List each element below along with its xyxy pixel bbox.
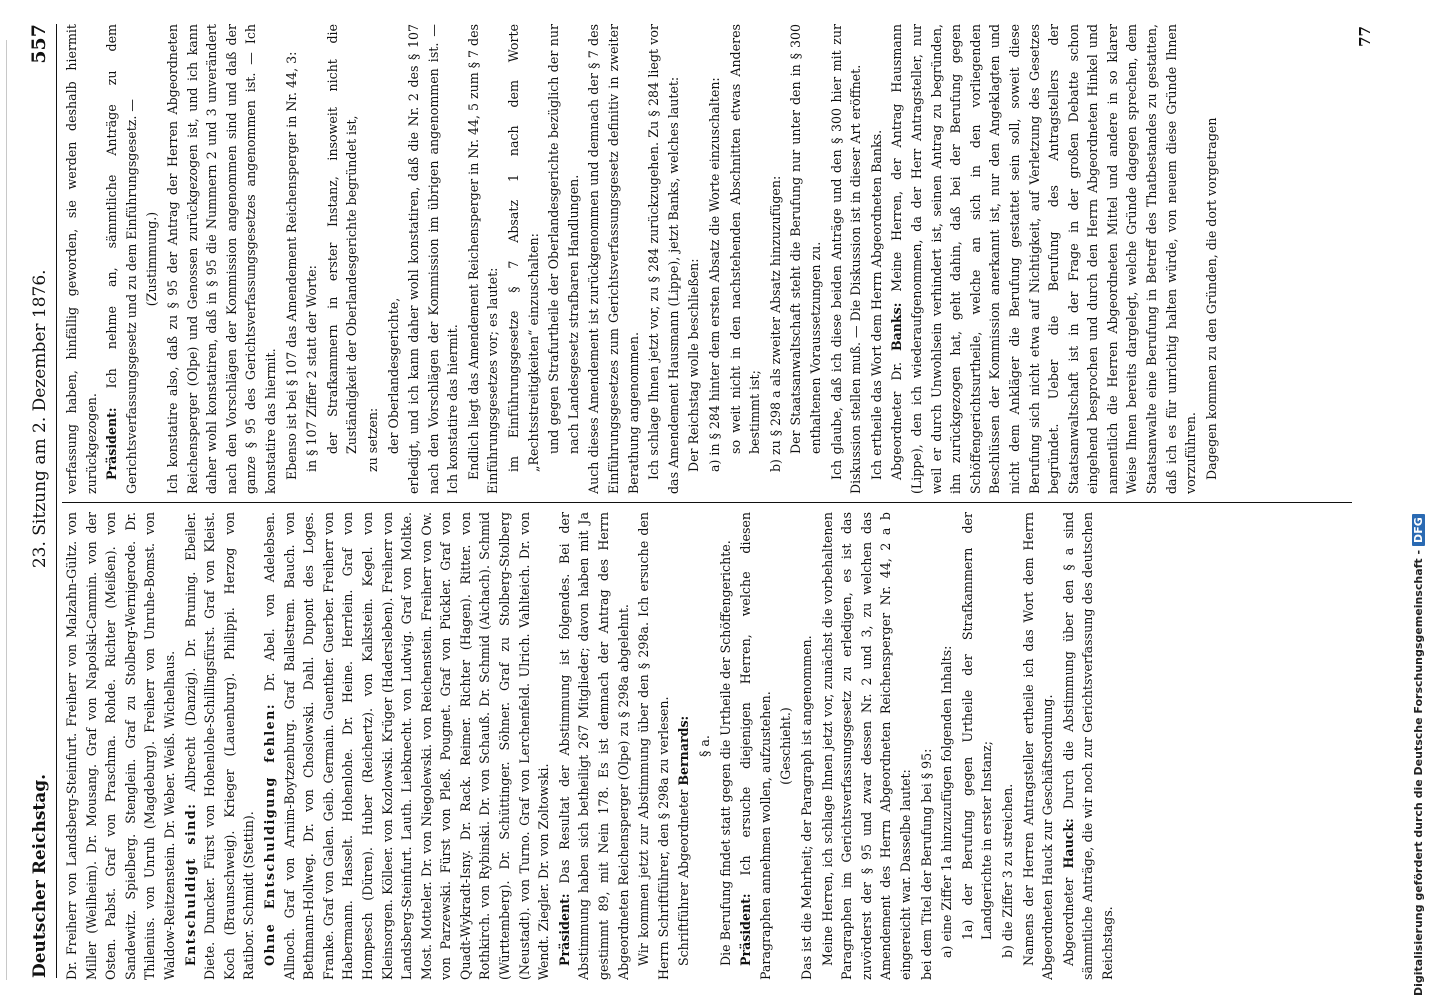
running-header [16,24,57,978]
paragraph: Dagegen kommen zu den Gründen, die dort vorgetragen [1203,117,1219,480]
header-session: 23. Sitzung am 2. Dezember 1876. [30,269,50,569]
paragraph: Meine Herren, ich schlage Ihnen jetzt vor, zunächst die vorbehaltenen Paragraphen im Gerichtsverfassungsgesetz zu erledigen, es ist das zuvörderst der § 95 und zwar dessen Nr. 2 und 3, zu welchen das Amendement des Herrn Abgeordneten Reichensperger Nr. 44, 2 a b eingereicht war. Dasselbe lautet: [819,512,913,980]
paragraph: Ich konstatire also, daß zu § 95 der Antrag der Herren Abgeordneten Reichensperger (Olpe) und Genossen zurückgezogen ist, und ich kann daher wohl konstatiren, daß in § 95 die Nummern 2 und 3 unverändert nach den Vorschlägen der Kommission angenommen sind und daß der ganze § 95 des Gerichtsverfassungsgesetzes angenommen ist. — Ich konstatire das hiermit. [164,24,278,494]
emphasis: Bernards: [676,715,692,786]
dfg-logo: DFG [1412,514,1425,546]
paragraph: Entschuldigt sind: Albrecht (Danzig). Dr. Bruning. Ebeiler. Diete. Duncker. Fürst von Hohenlohe-Schillingsfürst. Graf von Kleist. Koch (Braunschweig). Krieger (Lauenburg). Philippi. Herzog von Ratibor. Schmidt (Stettin). [182,512,257,980]
column-divider [62,502,1352,503]
paragraph: Die Berufung findet statt gegen die Urtheile der Schöffengerichte. [717,540,733,966]
paragraph: b) die Ziffer 3 zu streichen. [999,783,1015,958]
paragraph: Das ist die Mehrheit; der Paragraph ist angenommen. [798,635,814,980]
paragraph: Präsident: Ich nehme an, sämmtliche Anträge zu dem Gerichtsverfassungsgesetz und zu dem Einführungsgesetz. — [104,24,139,494]
paragraph: und gegen Strafurtheile der Oberlandesgerichte bezüglich der nur nach Landesgesetz strafbaren Handlungen. [546,24,581,454]
paragraph: der Oberlandesgerichte, [385,297,401,454]
paragraph: bei dem Titel der Berufung bei § 95: [918,748,934,980]
emphasis: Präsident: [738,893,754,966]
emphasis: Hauck: [1060,818,1076,869]
paragraph: Abgeordneter Dr. Banks: Meine Herren, der Antrag Hausmann (Lippe), den ich wiederaufgenommen, da der Herr Antragsteller, nur weil er durch Unwohlsein verhindert ist, seinen Antrag zu begründen, ihn zurückgezogen hat, geht dahin, daß bei der Berufung gegen Schöffengerichtsurtheile, welche an sich in den vorliegenden Beschlüssen der Kommission anerkannt ist, nur den Angeklagten und nicht dem Ankläger die Berufung gestattet sein soll, soweit diese Berufung sich nicht etwa auf Nichtigkeit, auf Verletzung des Gesetzes begründet. Ueber die Berufung des Antragstellers der Staatsanwaltschaft ist in der Frage in der großen Debatte schon eingehend besprochen und durch den Herrn Abgeordneten Hinkel und namentlich die Herren Abgeordneten Mittel und andere in so klarer Weise Ihnen bereits dargelegt, welche Gründe dagegen sprechen, dem Staatsanwalte eine Berufung in Betreff des Thatbestandes zu gestatten, daß ich es für unrichtig halten würde, von neuem diese Gründe Ihnen vorzuführen. [889,24,1199,494]
paragraph: Ich ertheile das Wort dem Herrn Abgeordneten Banks. [868,129,884,480]
credit-text: Digitalisierung gefördert durch die Deutsche Forschungsgemeinschaft - [1412,549,1425,996]
paragraph: 1a) der Berufung gegen Urtheile der Strafkammern der Landgerichte in erster Instanz; [959,512,995,940]
paragraph: b) zu § 298 a als zweiter Absatz hinzuzufügen: [767,175,783,472]
emphasis: Präsident: [104,407,120,480]
paragraph: Schriftführer Abgeordneter Bernards: [676,715,692,966]
paragraph: erledigt, und ich kann daher wohl konstatiren, daß die Nr. 2 des § 107 nach den Vorschlägen der Kommission im übrigen angenommen ist. — Ich konstatire das hiermit. [406,24,461,494]
paragraph: der Strafkammern in erster Instanz, insoweit nicht die Zuständigkeit der Oberlandesgerichte begründet ist, [324,24,360,454]
paragraph: Ohne Entschuldigung fehlen: Dr. Abel. von Adelebsen. Allnoch. Graf von Arnim-Boytzenburg. Graf Ballestrem. Bauch. von Bethmann-Hollweg. Dr. von Choslowski. Dahl. Dupont des Loges. Franke. Graf von Galen. Geib. Germain. Guenther. Guerber. Freiherr von Habermann. Hasselt. Hohenlohe. Dr. Heine. Herrlein. Graf von Hompesch (Düren). Huber (Reichertz). von Kalkstein. Kegel. von Kleinsorgen. Kölleer. von Kozlowski. Krüger (Hadersleben). Freiherr von Landsberg-Steinfurt. Lauth. Liebknecht. von Ludwig. Graf von Moltke. Most. Motteler. Dr. von Niegolewski. von Reichenstein. Freiherr von Ow. von Parzewski. Fürst von Pleß. Pougnet. Graf von Pückler. Graf von Quadt-Wykradt-Isny. Dr. Rack. Reimer. Richter (Hagen). Ritter. von Rothkirch. von Rybinski. Dr. von Schauß. Dr. Schmid (Aichach). Schmid (Württemberg). Dr. Schüttinger. Söhner. Graf zu Stolberg-Stolberg (Neustadt). von Turno. Graf von Lerchenfeld. Ulrich. Vahlteich. Dr. von Wendt. Ziegler. Dr. von Zoltowski. [261,512,552,980]
right-column [62,24,1352,494]
paragraph: zu setzen: [364,407,380,472]
paragraph: Wir kommen jetzt zur Abstimmung über den § 298a. Ich ersuche den Herrn Schriftführer, den § 298a zu verlesen. [636,512,671,980]
paragraph: Ebenso ist bei § 107 das Amendement Reichensperger in Nr. 44, 3: [283,51,299,480]
paragraph: im Einführungsgesetze § 7 Absatz 1 nach dem Worte „Rechtsstreitigkeiten“ einzuschalten: [506,24,541,472]
paragraph: Namens der Herren Antragsteller ertheile ich das Wort dem Herrn Abgeordneten Hauck zur Geschäftsordnung. [1020,512,1056,980]
header-title: Deutscher Reichstag. [30,773,50,978]
paragraph: Auch dieses Amendement ist zurückgenommen und demnach der § 7 des Einführungsgesetzes zum Gerichtsverfassungsgesetz definitiv in zweiter Berathung angenommen. [586,24,641,494]
emphasis: Banks: [889,302,905,352]
paragraph: Ich glaube, daß ich diese beiden Anträge und den § 300 hier mit zur Diskussion stellen muß. — Die Diskussion ist in dieser Art eröffnet. [828,24,864,494]
page-number: 557 [28,24,50,64]
paragraph: verfassung haben, hinfällig geworden, sie werden deshalb hiermit zurückgezogen. [64,24,99,494]
sheet-signature: 77 [1356,26,1374,47]
emphasis: Ohne Entschuldigung fehlen: [261,703,277,966]
digitization-credit [1412,514,1425,996]
left-column [62,512,1352,980]
scan-edge [6,40,7,980]
emphasis: Präsident: [556,893,572,966]
paragraph: (Geschieht.) [778,707,794,785]
paragraph: Präsident: Das Resultat der Abstimmung ist folgendes. Bei der Abstimmung haben sich betheiligt 267 Mitglieder; davon haben mit Ja gestimmt 89, mit Nein 178. Es ist demnach der Antrag des Herrn Abgeordneten Reichensperger (Olpe) zu § 298a abgelehnt. [556,512,631,980]
paragraph: a) eine Ziffer 1a hinzuzufügen folgenden Inhalts: [939,645,955,958]
paragraph: Dr. Freiherr von Landsberg-Steinfurt. Freiherr von Malzahn-Gültz. von Miller (Weilheim). Dr. Mousang. Graf von Napolski-Cammin. von der Osten. Pabst. Graf von Praschma. Rohde. Richter (Meißen). von Sandewitz. Spielberg. Stenglein. Graf zu Stolberg-Wernigerode. Dr. Thilenius. von Unruh (Magdeburg). Freiherr von Unruhe-Bomst. von Waldow-Reitzenstein. Dr. Weber. Weiß. Wichelhaus. [64,512,177,980]
paragraph: Der Reichstag wolle beschließen: [686,258,702,472]
emphasis: Entschuldigt sind: [182,802,198,966]
paragraph: (Zustimmung.) [144,211,160,307]
paragraph: Der Staatsanwaltschaft steht die Berufung nur unter den in § 300 enthaltenen Voraussetzungen zu. [788,24,823,454]
paragraph: so weit nicht in den nachstehenden Abschnitten etwas Anderes bestimmt ist; [727,24,763,454]
paragraph: a) in § 284 hinter dem ersten Absatz die Worte einzuschalten: [707,77,722,472]
paragraph: § a. [697,735,712,757]
paragraph: Ich schlage Ihnen jetzt vor, zu § 284 zurückzugehen. Zu § 284 liegt vor das Amendement Hausmann (Lippe), jetzt Banks, welches lautet: [646,24,681,494]
paragraph: in § 107 Ziffer 2 statt der Worte: [304,265,320,472]
paragraph: Endlich liegt das Amendement Reichensperger in Nr. 44, 5 zum § 7 des Einführungsgesetzes vor; es lautet: [465,24,501,494]
paragraph: Präsident: Ich ersuche diejenigen Herren, welche diesen Paragraphen annehmen wollen, aufzustehen. [738,512,773,980]
paragraph: Abgeordneter Hauck: Durch die Abstimmung über den § a sind sämmtliche Anträge, die wir noch zur Gerichtsverfassung des deutschen Reichstags. [1060,512,1115,980]
